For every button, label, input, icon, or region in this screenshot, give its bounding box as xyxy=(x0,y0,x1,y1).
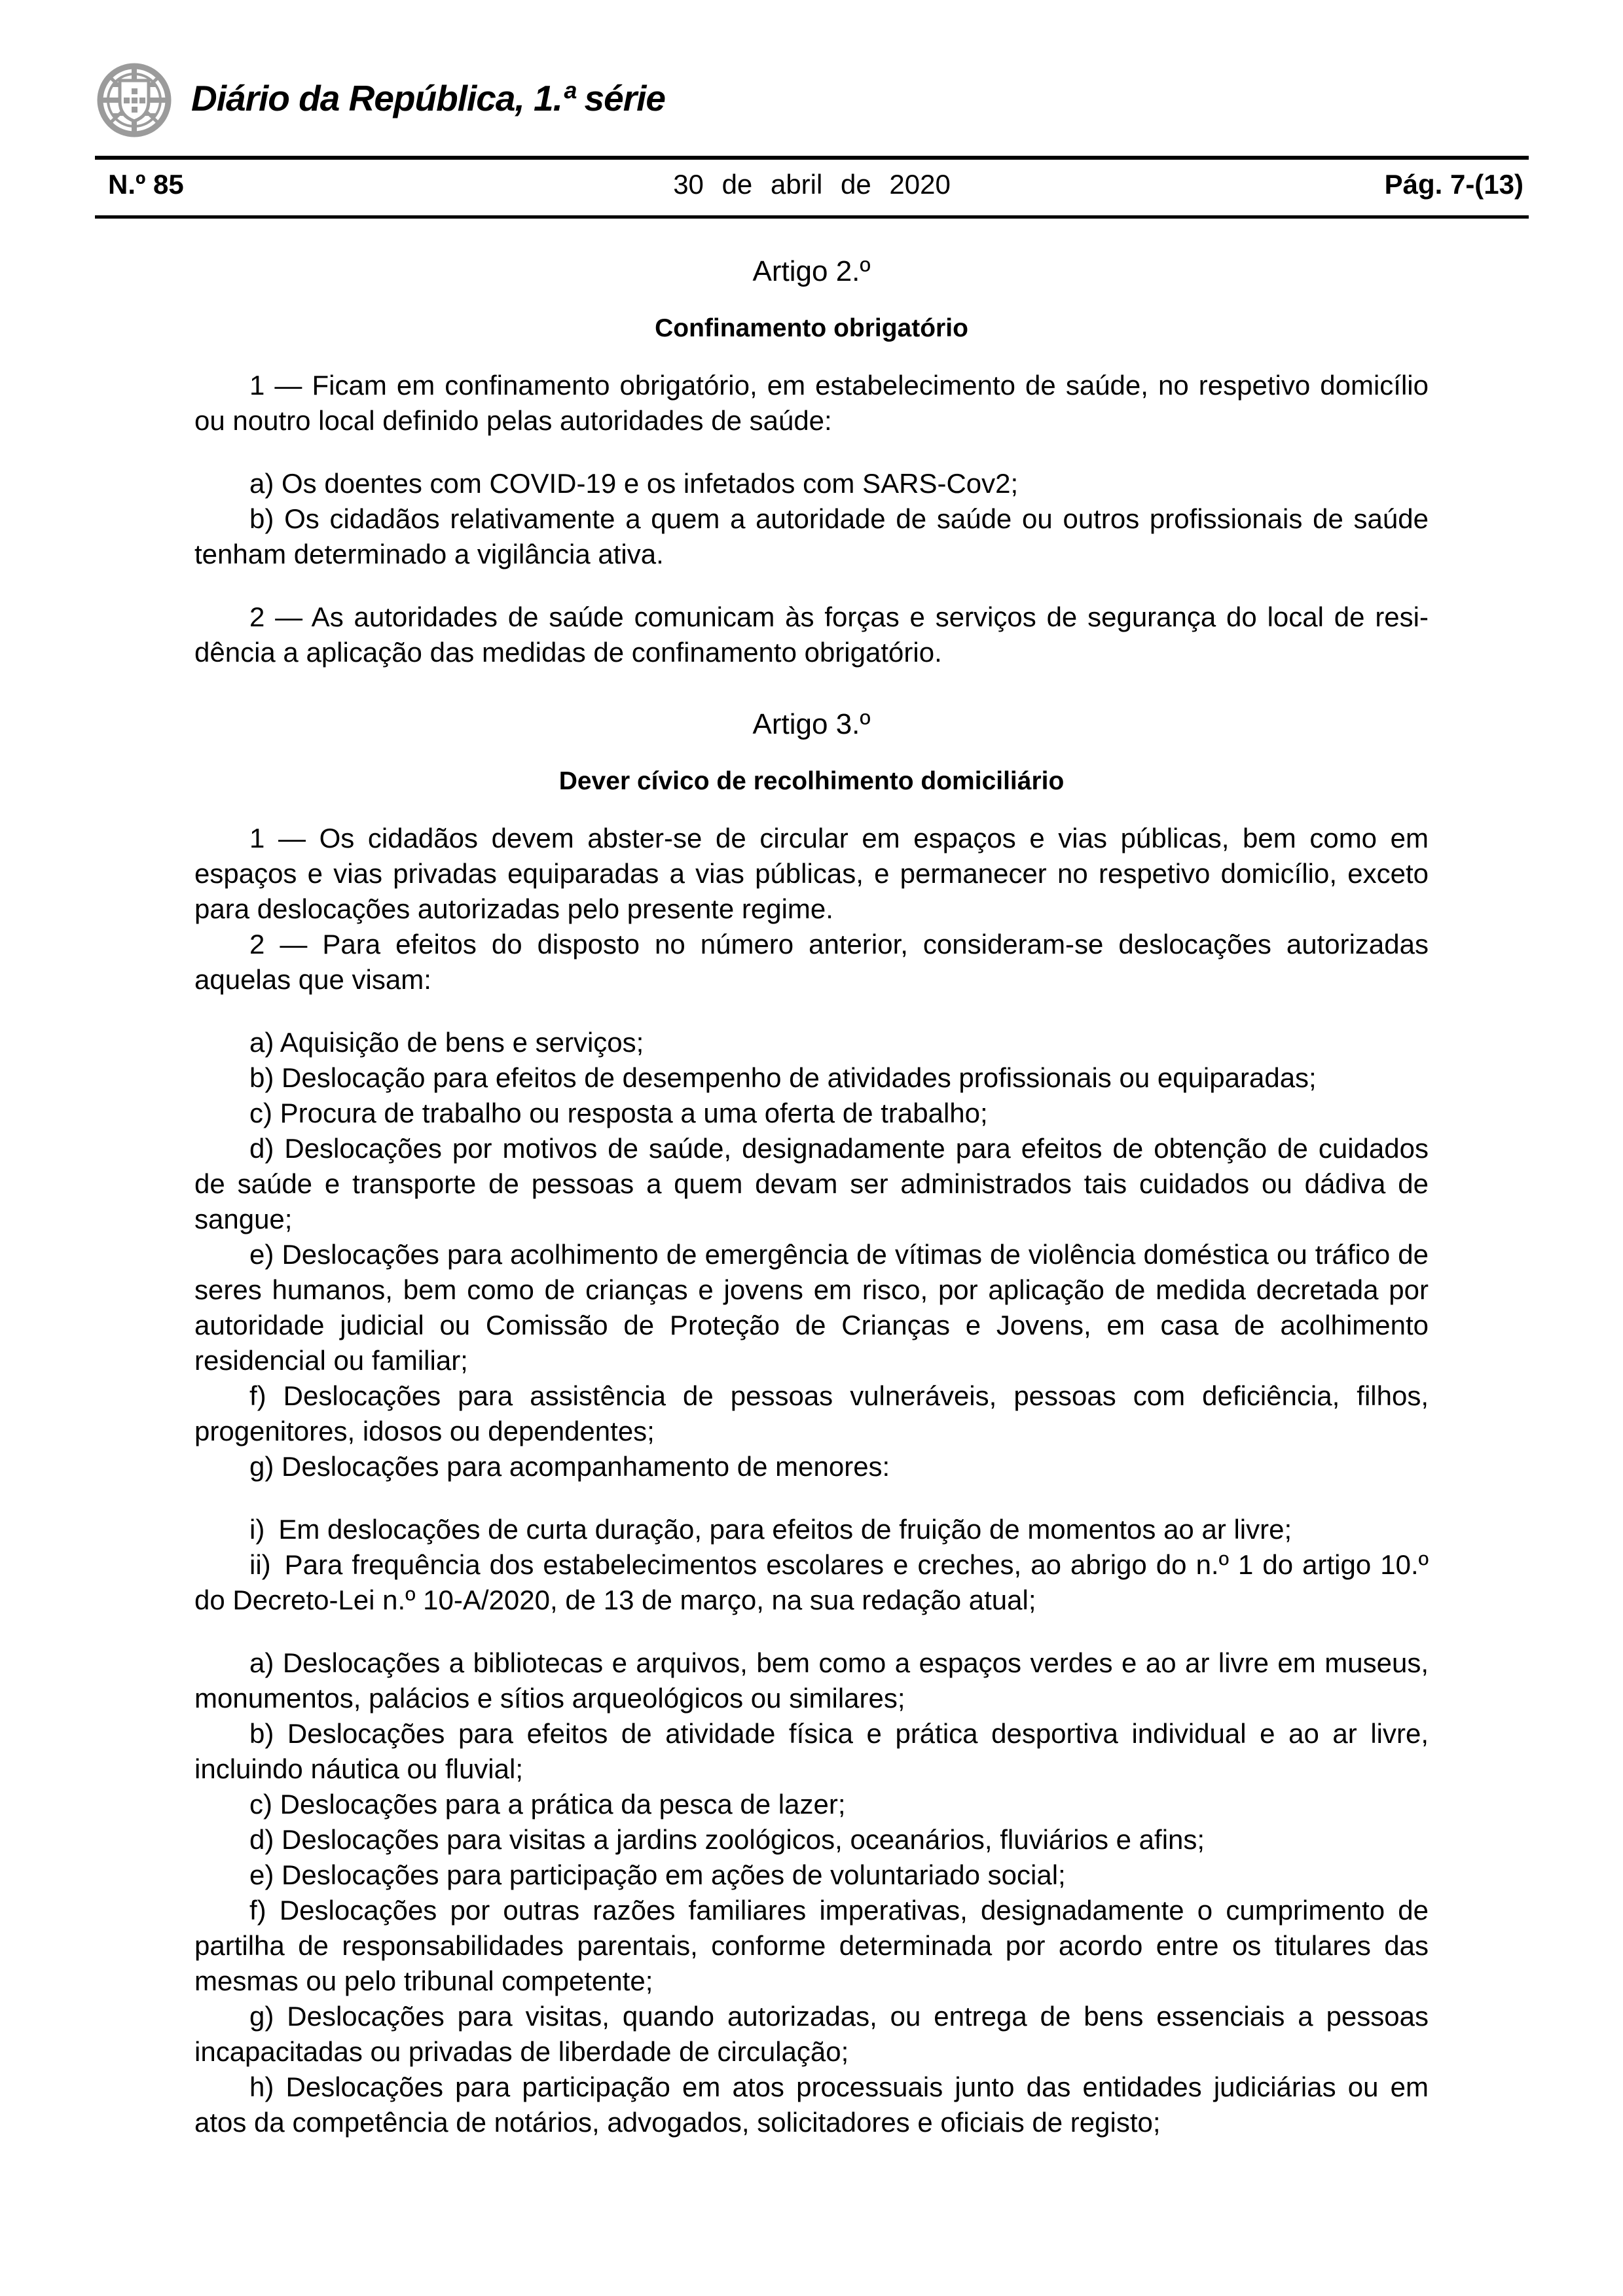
article-subtitle: Dever cívico de recolhimento domiciliário xyxy=(558,767,1065,795)
article-heading: Artigo 2.º xyxy=(752,255,871,287)
paragraph: a) Aquisição de bens e serviços; xyxy=(249,1027,644,1058)
paragraph: c) Deslocações para a prática da pesca de lazer; xyxy=(249,1789,846,1820)
document-body xyxy=(194,230,1429,2140)
paragraph: i) Em deslocações de curta duração, para efeitos de fruição de momentos ao ar livre; xyxy=(249,1514,1292,1545)
issue-number: N.º 85 xyxy=(108,169,184,200)
paragraph: b) Deslocações para efeitos de atividade física e prática desportiva individual e ao ar livre, incluindo náutica ou fluvial; xyxy=(194,1718,1429,1784)
header-rule-top xyxy=(95,156,1529,160)
paragraph: b) Os cidadãos relativamente a quem a autoridade de saúde ou outros profissionais de saúde tenham determinado a vigilância ativa. xyxy=(194,503,1429,569)
paragraph: f) Deslocações por outras razões familiares imperativas, designadamente o cumprimento de partilha de responsabilidades parentais, conforme determinada por acordo entre os titulares das mesmas ou pelo tribunal competente; xyxy=(194,1895,1429,1996)
paragraph: b) Deslocação para efeitos de desempenho de atividades profissionais ou equiparadas; xyxy=(249,1062,1317,1093)
paragraph: 2 — As autoridades de saúde comunicam às forças e serviços de segurança do local de residência a aplicação das medidas de confinamento obrigatório. xyxy=(194,601,1429,668)
paragraph: a) Deslocações a bibliotecas e arquivos, bem como a espaços verdes e ao ar livre em museus, monumentos, palácios e sítios arqueológicos ou similares; xyxy=(194,1647,1429,1713)
issue-date: 30 de abril de 2020 xyxy=(673,169,951,200)
paragraph: f) Deslocações para assistência de pessoas vulneráveis, pessoas com deficiência, filhos, progenitores, idosos ou dependentes; xyxy=(194,1380,1429,1446)
paragraph: 2 — Para efeitos do disposto no número anterior, consideram-se deslocações autorizadas aquelas que visam: xyxy=(194,929,1429,995)
paragraph: 1 — Os cidadãos devem abster-se de circular em espaços e vias públicas, bem como em espaços e vias privadas equiparadas a vias públicas, e permanecer no respetivo domicílio, exceto para deslocações autorizadas pelo presente regime. xyxy=(194,823,1429,924)
paragraph: g) Deslocações para visitas, quando autorizadas, ou entrega de bens essenciais a pessoas incapacitadas ou privadas de liberdade de circulação; xyxy=(194,2001,1429,2067)
paragraph: a) Os doentes com COVID-19 e os infetados com SARS-Cov2; xyxy=(249,468,1019,499)
page-number: Pág. 7-(13) xyxy=(1384,169,1523,200)
paragraph: e) Deslocações para acolhimento de emergência de vítimas de violência doméstica ou tráfico de seres humanos, bem como de crianças e jovens em risco, por aplicação de medida decretada por autoridade judicial ou Comissão de Proteção de Crianças e Jovens, em casa de acolhimento residencial ou familiar; xyxy=(194,1239,1429,1376)
paragraph: g) Deslocações para acompanhamento de menores: xyxy=(249,1451,890,1482)
paragraph: 1 — Ficam em confinamento obrigatório, em estabelecimento de saúde, no respetivo domicílio ou noutro local definido pelas autoridades de saúde: xyxy=(194,370,1429,436)
paragraph: d) Deslocações para visitas a jardins zoológicos, oceanários, fluviários e afins; xyxy=(249,1824,1205,1855)
paragraph: c) Procura de trabalho ou resposta a uma oferta de trabalho; xyxy=(249,1098,988,1128)
paragraph: h) Deslocações para participação em atos processuais junto das entidades judiciárias ou em atos da competência de notários, advogados, solicitadores e oficiais de registo; xyxy=(194,2072,1429,2138)
article-subtitle: Confinamento obrigatório xyxy=(655,314,968,342)
coat-of-arms-icon xyxy=(95,61,173,139)
paragraph: e) Deslocações para participação em ações de voluntariado social; xyxy=(249,1859,1066,1890)
header-rule-bottom xyxy=(95,215,1529,219)
paragraph: ii) Para frequência dos estabelecimentos escolares e creches, ao abrigo do n.º 1 do artigo 10.º do Decreto-Lei n.º 10-A/2020, de 13 de março, na sua redação atual; xyxy=(194,1549,1429,1615)
publication-title: Diário da República, 1.ª série xyxy=(191,78,665,118)
header-info-row xyxy=(95,166,1529,203)
article-heading: Artigo 3.º xyxy=(752,708,871,740)
paragraph: d) Deslocações por motivos de saúde, designadamente para efeitos de obtenção de cuidados de saúde e transporte de pessoas a quem devam ser administrados tais cuidados ou dádiva de sangue; xyxy=(194,1133,1429,1234)
